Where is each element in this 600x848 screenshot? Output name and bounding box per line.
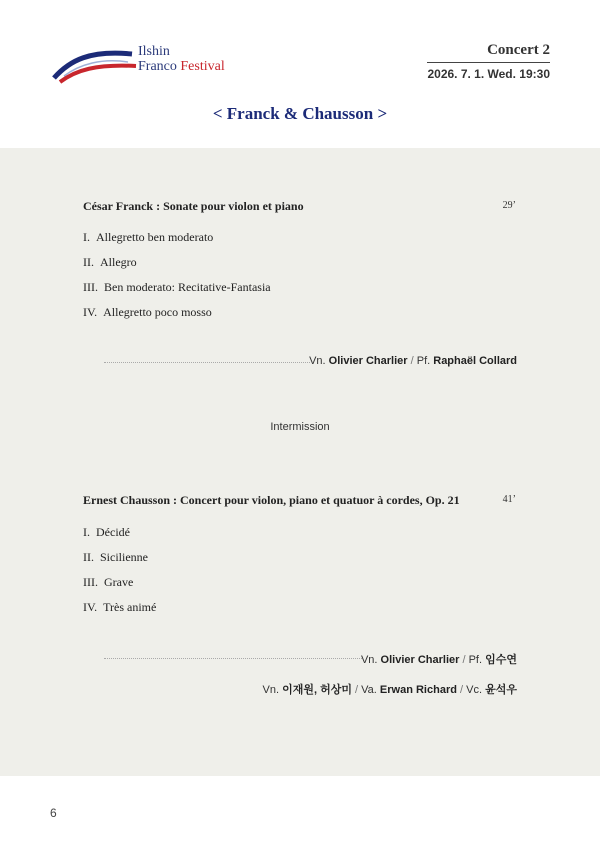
separator: /: [355, 684, 359, 696]
movement-title: Allegro: [100, 255, 137, 269]
program-panel: [0, 148, 600, 776]
performer-role: Vn.: [309, 355, 326, 367]
separator: /: [462, 654, 466, 666]
concert-info: [427, 42, 550, 81]
page-header: [0, 0, 600, 100]
performer-name: 윤석우: [485, 684, 517, 696]
movement-number: III.: [83, 280, 98, 294]
movement-number: II.: [83, 550, 94, 564]
page-title: < Franck & Chausson >: [212, 104, 388, 123]
movement-title: Très animé: [103, 600, 157, 614]
movement-title: Décidé: [96, 525, 130, 539]
logo-festival: Festival: [180, 59, 225, 74]
movement-number: I.: [83, 230, 90, 244]
separator: /: [410, 355, 414, 367]
work-title-chausson: Ernest Chausson : Concert pour violon, piano et quatuor à cordes, Op. 21: [83, 493, 460, 507]
movement-number: II.: [83, 255, 94, 269]
logo-line1: Ilshin: [138, 44, 170, 59]
movement-item: [83, 230, 213, 245]
performer-role: Va.: [361, 684, 377, 696]
movement-title: Sicilienne: [100, 550, 148, 564]
movement-item: [83, 255, 137, 270]
logo-line2: [138, 59, 225, 74]
movement-title: Grave: [104, 575, 134, 589]
movement-number: IV.: [83, 305, 98, 319]
concert-date: 2026. 7. 1. Wed. 19:30: [427, 67, 550, 81]
movement-number: I.: [83, 525, 90, 539]
performer-name: Raphaël Collard: [433, 355, 517, 367]
movement-item: [83, 600, 156, 615]
movement-title: Allegretto ben moderato: [96, 230, 214, 244]
performer-name: 이재원, 허상미: [282, 684, 352, 696]
festival-logo-icon: [50, 40, 140, 84]
separator: /: [460, 684, 464, 696]
performer-role: Vn.: [360, 654, 378, 666]
performer-name: Erwan Richard: [379, 684, 457, 696]
movement-item: [83, 525, 130, 540]
work-duration-franck: 29’: [502, 200, 516, 211]
performers-line: [263, 681, 517, 697]
performer-name: Olivier Charlier: [328, 355, 408, 367]
performer-role: Pf.: [468, 654, 483, 666]
movement-number: III.: [83, 575, 98, 589]
movement-item: [83, 550, 148, 565]
dotted-leader: [104, 658, 362, 659]
intermission-label: Intermission: [270, 421, 330, 433]
concert-title: Concert 2: [427, 42, 550, 63]
movement-number: IV.: [83, 600, 98, 614]
movement-title: Ben moderato: Recitative-Fantasia: [104, 280, 271, 294]
performer-role: Pf.: [416, 355, 431, 367]
work-duration-chausson: 41’: [502, 494, 516, 505]
movement-item: [83, 305, 212, 320]
logo-franco: Franco: [138, 59, 181, 74]
performers-line: [309, 355, 517, 367]
performers-line: [361, 651, 517, 667]
page-number: 6: [50, 806, 57, 820]
dotted-leader: [104, 362, 310, 363]
movement-item: [83, 575, 133, 590]
performer-role: Vn.: [262, 684, 280, 696]
performer-role: Vc.: [466, 684, 483, 696]
festival-logo-text: [138, 44, 225, 74]
performer-name: 임수연: [485, 654, 517, 666]
movement-item: [83, 280, 271, 295]
performer-name: Olivier Charlier: [380, 654, 460, 666]
movement-title: Allegretto poco mosso: [103, 305, 212, 319]
work-title-franck: César Franck : Sonate pour violon et piano: [83, 199, 304, 213]
